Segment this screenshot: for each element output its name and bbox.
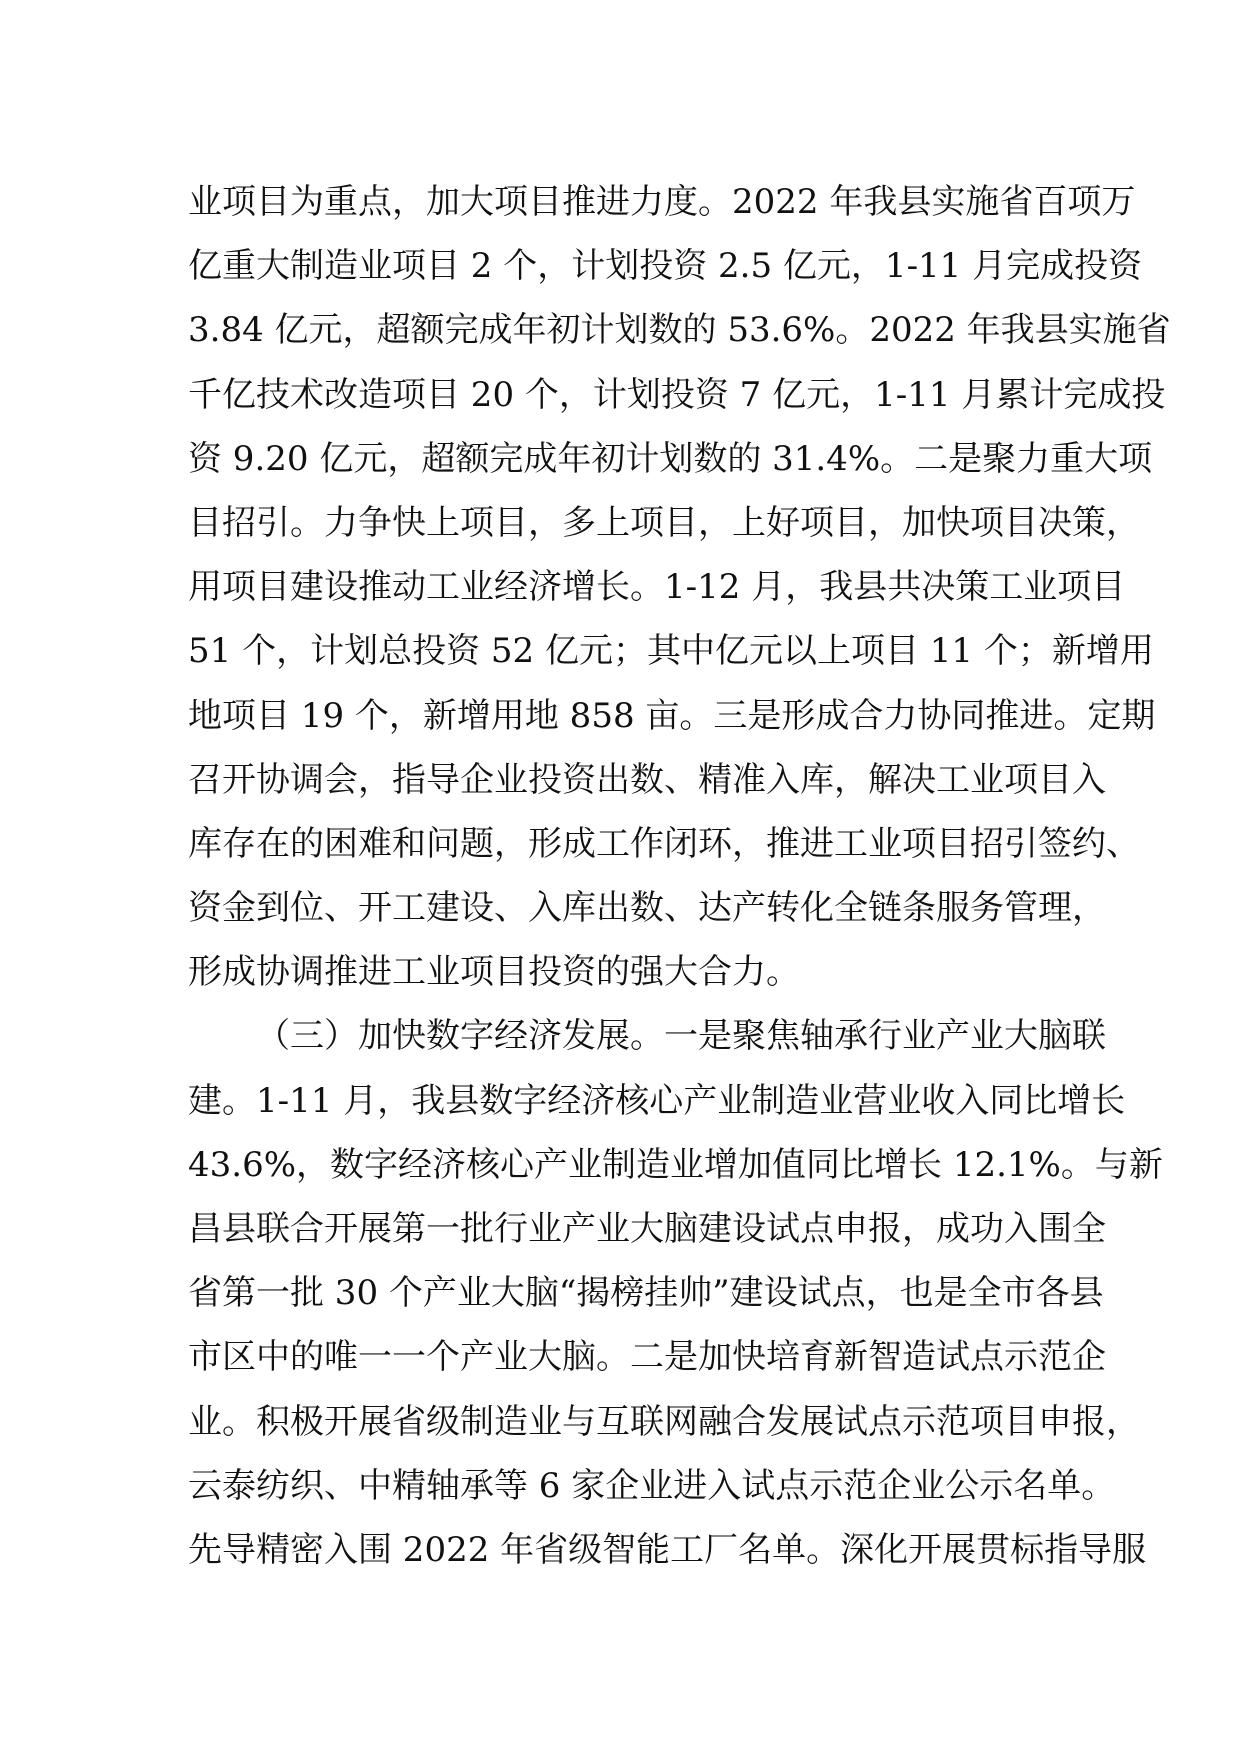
text-line: 用项目建设推动工业经济增长。1-12 月，我县共决策工业项目 bbox=[188, 567, 1126, 608]
text-line: 建。1-11 月，我县数字经济核心产业制造业营业收入同比增长 bbox=[188, 1080, 1126, 1121]
text-line: 43.6%，数字经济核心产业制造业增加值同比增长 12.1%。与新 bbox=[188, 1144, 1163, 1185]
text-line: 市区中的唯一一个产业大脑。二是加快培育新智造试点示范企 bbox=[188, 1337, 1106, 1378]
body-text bbox=[188, 170, 1171, 1582]
text-line: 形成协调推进工业项目投资的强大合力。 bbox=[188, 952, 800, 993]
text-line: 召开协调会，指导企业投资出数、精准入库，解决工业项目入 bbox=[188, 759, 1106, 800]
section-heading-line: （三）加快数字经济发展。一是聚焦轴承行业产业大脑联 bbox=[256, 1016, 1106, 1057]
text-line: 51 个，计划总投资 52 亿元；其中亿元以上项目 11 个；新增用 bbox=[188, 631, 1154, 672]
text-line: 先导精密入围 2022 年省级智能工厂名单。深化开展贯标指导服 bbox=[188, 1529, 1147, 1570]
text-line: 地项目 19 个，新增用地 858 亩。三是形成合力协同推进。定期 bbox=[188, 695, 1156, 736]
text-line: 业。积极开展省级制造业与互联网融合发展试点示范项目申报， bbox=[188, 1401, 1140, 1442]
text-line: 云泰纺织、中精轴承等 6 家企业进入试点示范企业公示名单。 bbox=[188, 1465, 1116, 1506]
text-line: 省第一批 30 个产业大脑“揭榜挂帅”建设试点，也是全市各县 bbox=[188, 1273, 1104, 1314]
text-line: 业项目为重点，加大项目推进力度。2022 年我县实施省百项万 bbox=[188, 182, 1136, 222]
text-line: 库存在的困难和问题，形成工作闭环，推进工业项目招引签约、 bbox=[188, 823, 1140, 864]
text-line: 昌县联合开展第一批行业产业大脑建设试点申报，成功入围全 bbox=[188, 1209, 1106, 1249]
text-line: 资金到位、开工建设、入库出数、达产转化全链条服务管理， bbox=[188, 888, 1106, 929]
text-line: 亿重大制造业项目 2 个，计划投资 2.5 亿元，1-11 月完成投资 bbox=[188, 246, 1143, 287]
text-line: 千亿技术改造项目 20 个，计划投资 7 亿元，1-11 月累计完成投 bbox=[188, 374, 1166, 415]
text-line: 资 9.20 亿元，超额完成年初计划数的 31.4%。二是聚力重大项 bbox=[188, 438, 1153, 479]
text-line: 目招引。力争快上项目，多上项目，上好项目，加快项目决策， bbox=[188, 502, 1140, 543]
text-line: 3.84 亿元，超额完成年初计划数的 53.6%。2022 年我县实施省 bbox=[188, 310, 1171, 351]
